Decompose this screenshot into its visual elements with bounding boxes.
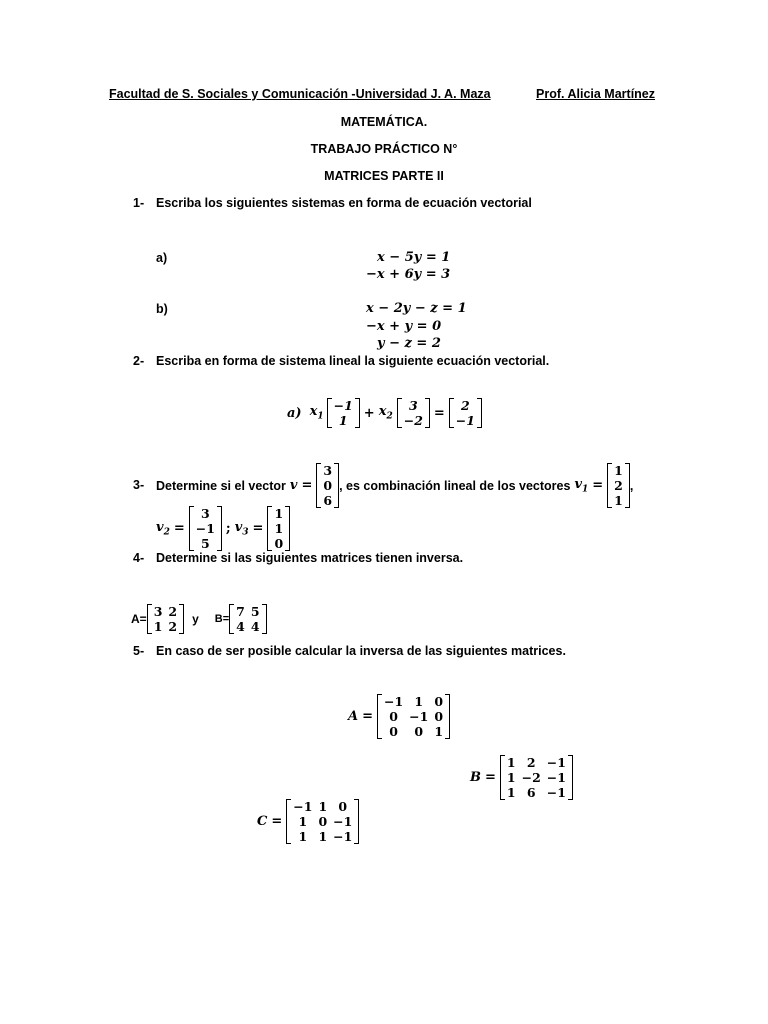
matrix-cell: 0: [434, 709, 444, 724]
q5-c-label: C: [257, 814, 268, 829]
matrix-cell: 1: [614, 493, 623, 508]
matrix-cell: 3: [153, 604, 163, 619]
matrix-cell: 5: [250, 604, 260, 619]
q4-text: Determine si las siguientes matrices tienen inversa.: [156, 551, 464, 565]
q2-plus: +: [363, 405, 375, 421]
q4-matrix-b: [229, 604, 266, 634]
matrix-cell: 1: [298, 814, 308, 829]
q5-matrix-b: [500, 755, 573, 800]
q3-eq-2: =: [592, 478, 604, 493]
q3-vector-v1: [607, 463, 630, 508]
q1-number: 1-: [133, 196, 145, 210]
header-left: Facultad de S. Sociales y Comunicación -Universidad J. A. Maza: [109, 87, 491, 101]
matrix-cell: −2: [403, 413, 423, 428]
q5-matrix-a: [377, 694, 450, 739]
q5-matrix-c: [286, 799, 359, 844]
q2-vector-2: [397, 398, 430, 428]
q4-a-label: A=: [131, 612, 147, 626]
matrix-cell: 7: [236, 604, 245, 619]
matrix-cell: 1: [274, 521, 284, 536]
topic-title: MATRICES PARTE II: [324, 169, 444, 183]
q3-number: 3-: [133, 478, 145, 492]
q5-a-label: A: [348, 709, 359, 724]
q3-eq-3: =: [173, 521, 185, 536]
q5-text: En caso de ser posible calcular la inversa de las siguientes matrices.: [156, 644, 566, 658]
matrix-cell: 3: [323, 463, 333, 478]
q1-b-eq2: −x + y = 0: [366, 319, 442, 334]
matrix-cell: 5: [200, 536, 210, 551]
q2-equals: =: [433, 405, 445, 421]
q1-b-eq3: y − z = 2: [377, 336, 441, 351]
matrix-cell: 1: [506, 770, 516, 785]
matrix-cell: −1: [546, 785, 566, 800]
q1-a-eq2: −x + 6y = 3: [366, 267, 451, 282]
matrix-cell: 0: [318, 814, 328, 829]
matrix-cell: 1: [274, 506, 284, 521]
matrix-cell: 3: [408, 398, 418, 413]
matrix-cell: 1: [298, 829, 308, 844]
matrix-cell: −1: [409, 709, 429, 724]
matrix-cell: 3: [200, 506, 210, 521]
matrix-cell: 1: [338, 413, 348, 428]
q5-matrix-b-block: [470, 755, 573, 800]
q5-number: 5-: [133, 644, 145, 658]
q2-label: a): [287, 405, 302, 421]
matrix-cell: −1: [293, 799, 313, 814]
matrix-cell: −1: [546, 755, 566, 770]
subject-title: MATEMÁTICA.: [340, 115, 428, 129]
q4-b-label: B=: [214, 613, 230, 625]
q3-v-symbol: v: [289, 478, 298, 493]
matrix-cell: 1: [614, 463, 623, 478]
q1-a-eq1: x − 5y = 1: [377, 250, 451, 265]
q2-text: Escriba en forma de sistema lineal la siguiente ecuación vectorial.: [156, 354, 550, 368]
matrix-cell: 0: [414, 724, 424, 739]
matrix-cell: 0: [434, 694, 444, 709]
matrix-cell: 2: [168, 604, 178, 619]
q2-vector-1: [327, 398, 360, 428]
q2-number: 2-: [133, 354, 145, 368]
q4-number: 4-: [133, 551, 145, 565]
matrix-cell: −2: [521, 770, 541, 785]
header-right: Prof. Alicia Martínez: [536, 87, 656, 101]
matrix-cell: 1: [318, 829, 328, 844]
q4-matrices: [131, 604, 267, 634]
matrix-cell: 1: [153, 619, 163, 634]
matrix-cell: 0: [338, 799, 348, 814]
matrix-cell: −1: [546, 770, 566, 785]
matrix-cell: −1: [384, 694, 404, 709]
matrix-cell: 2: [461, 398, 470, 413]
q3-vector-v: [316, 463, 339, 508]
q2-var1: $x_1$: [309, 404, 324, 422]
q3-text2: , es combinación lineal de los vectores: [339, 478, 571, 493]
q4-conj: y: [192, 612, 199, 626]
matrix-cell: 1: [318, 799, 328, 814]
q5-b-label: B: [470, 770, 481, 785]
q3-eq-1: =: [301, 478, 313, 493]
q5-b-eq: =: [485, 770, 496, 785]
q5-a-eq: =: [362, 709, 373, 724]
matrix-cell: 2: [614, 478, 623, 493]
q3-line1: [156, 463, 633, 508]
matrix-cell: 6: [526, 785, 536, 800]
q2-vector-3: [449, 398, 482, 428]
matrix-cell: −1: [455, 413, 475, 428]
q3-v2-symbol: $v_2$: [156, 519, 170, 538]
q3-v1-symbol: $v_1$: [574, 476, 589, 495]
tp-title: TRABAJO PRÁCTICO N°: [310, 142, 458, 156]
matrix-cell: 0: [274, 536, 284, 551]
matrix-cell: 0: [323, 478, 333, 493]
matrix-cell: 4: [236, 619, 245, 634]
q1-b-label: b): [156, 302, 168, 316]
matrix-cell: 0: [389, 724, 398, 739]
matrix-cell: 6: [323, 493, 333, 508]
q3-line2: [156, 506, 290, 551]
matrix-cell: 1: [414, 694, 424, 709]
q3-vector-v2: [189, 506, 222, 551]
matrix-cell: 4: [250, 619, 260, 634]
matrix-cell: 1: [434, 724, 444, 739]
matrix-cell: −1: [333, 398, 353, 413]
q3-v3-symbol: $v_3$: [234, 519, 249, 538]
q3-comma: ,: [629, 478, 634, 493]
q2-vector-equation: [287, 398, 482, 428]
q4-matrix-a: [147, 604, 184, 634]
q1-b-eq1: x − 2y − z = 1: [366, 301, 467, 316]
q3-eq-4: =: [252, 521, 264, 536]
q5-matrix-a-block: [348, 694, 450, 739]
q5-c-eq: =: [271, 814, 283, 829]
q3-text1: Determine si el vector: [156, 478, 286, 493]
q3-vector-v3: [267, 506, 290, 551]
matrix-cell: 1: [506, 755, 516, 770]
q3-semicolon: ;: [225, 521, 231, 536]
matrix-cell: −1: [333, 829, 353, 844]
q2-var2: $x_2$: [378, 404, 393, 422]
q1-text: Escriba los siguientes sistemas en forma de ecuación vectorial: [156, 196, 532, 210]
matrix-cell: −1: [195, 521, 215, 536]
matrix-cell: −1: [333, 814, 353, 829]
matrix-cell: 2: [168, 619, 178, 634]
q5-matrix-c-block: [257, 799, 359, 844]
matrix-cell: 2: [526, 755, 536, 770]
matrix-cell: 1: [506, 785, 516, 800]
q1-a-label: a): [156, 251, 168, 265]
matrix-cell: 0: [389, 709, 398, 724]
